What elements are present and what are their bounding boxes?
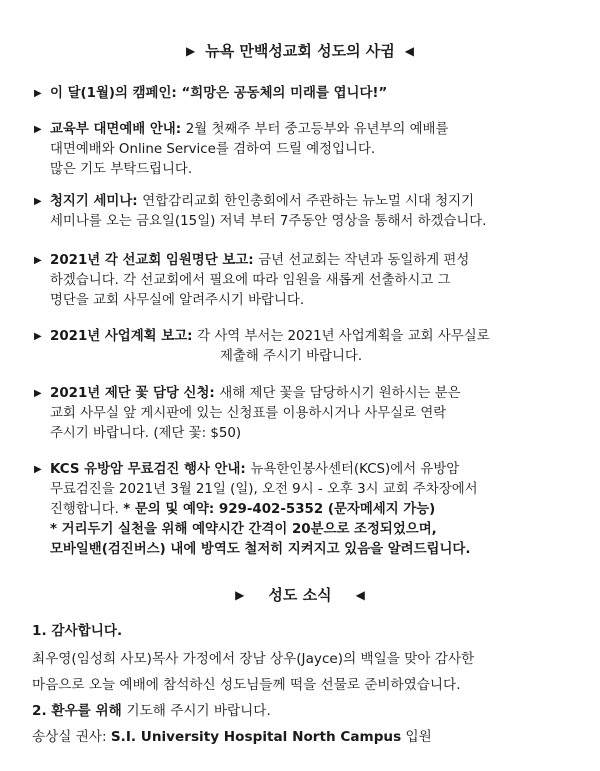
- announcement-text-line: 대면예배와 Online Service를 겸하여 드릴 예정입니다.: [50, 142, 376, 157]
- announcement-text-line: 진행합니다.: [50, 502, 124, 517]
- announcement-campaign: [0, 84, 600, 104]
- bullet-icon: ▶: [34, 196, 42, 207]
- announcement-text-line: 각 사역 부서는 2021년 사업계획을 교회 사무실로: [197, 329, 490, 344]
- announcement-label: 청지기 세미나:: [50, 194, 143, 209]
- bullet-icon: ▶: [34, 255, 42, 266]
- section-header-fellowship: [0, 40, 600, 61]
- prayer-request: [32, 700, 580, 722]
- section-title: 성도 소식: [268, 586, 332, 604]
- announcement-text-line: 주시기 바랍니다. (제단 꽃: $50): [50, 426, 242, 441]
- triangle-left-icon: ◀: [355, 587, 365, 602]
- announcement-text-line: 2월 첫째주 부터 중고등부와 유년부의 예배를: [185, 122, 449, 137]
- announcement-text-line: 교회 사무실 앞 게시판에 있는 신청표를 이용하시거나 사무실로 연락: [50, 406, 447, 421]
- announcement-label: KCS 유방암 무료검진 행사 안내:: [50, 462, 251, 477]
- announcement-text-line: 연합감리교회 한인총회에서 주관하는 뉴노멀 시대 청지기: [142, 194, 475, 209]
- patient-hospital: S.I. University Hospital North Campus: [110, 729, 402, 745]
- announcement-business-plan: [0, 327, 600, 367]
- bullet-icon: ▶: [34, 388, 42, 399]
- bullet-icon: ▶: [34, 88, 42, 99]
- triangle-right-icon: ▶: [185, 43, 196, 58]
- bullet-icon: ▶: [34, 124, 42, 135]
- announcement-label: 이 달(1월)의 캠페인: “희망은 공동체의 미래를 엽니다!”: [50, 86, 388, 101]
- prayer-label: 2. 환우를 위해: [32, 703, 127, 719]
- prayer-text: 기도해 주시기 바랍니다.: [126, 703, 271, 719]
- announcement-education: [0, 120, 600, 180]
- announcement-text-line: 뉴욕한인봉사센터(KCS)에서 유방암: [250, 462, 460, 477]
- announcement-text-line: 모바일밴(검진버스) 내에 방역도 철저히 지켜지고 있음을 알려드립니다.: [50, 542, 471, 557]
- thanks-heading: 1. 감사합니다.: [32, 623, 123, 639]
- announcement-text-line: 많은 기도 부탁드립니다.: [50, 162, 193, 177]
- triangle-right-icon: ▶: [235, 587, 245, 602]
- announcement-text-line: * 문의 및 예약: 929-402-5352 (문자메세지 가능): [123, 502, 436, 517]
- patient-label: 송상실 권사:: [32, 729, 111, 745]
- announcement-label: 교육부 대면예배 안내:: [50, 122, 186, 137]
- patient-suffix: 입원: [401, 729, 432, 745]
- announcement-text-line: 명단을 교회 사무실에 알려주시기 바랍니다.: [50, 293, 305, 308]
- announcement-label: 2021년 각 선교회 임원명단 보고:: [50, 253, 259, 268]
- announcement-label: 2021년 제단 꽃 담당 신청:: [50, 386, 220, 401]
- triangle-left-icon: ◀: [404, 43, 415, 58]
- announcement-text-line: 제출해 주시기 바랍니다.: [220, 349, 363, 364]
- thanks-text-line: 최우영(임성희 사모)목사 가정에서 장남 상우(Jayce)의 백일을 맞아 감사한: [32, 651, 475, 667]
- announcement-text-line: 하겠습니다. 각 선교회에서 필요에 따라 임원을 새롭게 선출하시고 그: [50, 273, 451, 288]
- announcement-mission-officers: [0, 251, 600, 311]
- announcement-text-line: * 거리두기 실천을 위해 예약시간 간격이 20분으로 조정되었으며,: [50, 522, 437, 537]
- member-news: [0, 620, 600, 748]
- announcement-steward-seminar: [0, 192, 600, 232]
- thanks-text-line: 마음으로 오늘 예배에 참석하신 성도님들께 떡을 선물로 준비하였습니다.: [32, 677, 461, 693]
- section-header-news: [0, 584, 600, 605]
- announcement-text-line: 무료검진을 2021년 3월 21일 (일), 오전 9시 - 오후 3시 교회 주차장에서: [50, 482, 478, 497]
- announcement-kcs-screening: [0, 460, 600, 560]
- announcement-altar-flowers: [0, 384, 600, 444]
- announcement-text-line: 새해 제단 꽃을 담당하시기 원하시는 분은: [219, 386, 461, 401]
- announcement-label: 2021년 사업계획 보고:: [50, 329, 198, 344]
- patient-info: [32, 726, 580, 748]
- bullet-icon: ▶: [34, 331, 42, 342]
- bullet-icon: ▶: [34, 464, 42, 475]
- announcement-text-line: 세미나를 오는 금요일(15일) 저녁 부터 7주동안 영상을 통해서 하겠습니다.: [50, 214, 487, 229]
- announcement-text-line: 금년 선교회는 작년과 동일하게 편성: [258, 253, 470, 268]
- section-title: 뉴욕 만백성교회 성도의 사귐: [205, 42, 395, 60]
